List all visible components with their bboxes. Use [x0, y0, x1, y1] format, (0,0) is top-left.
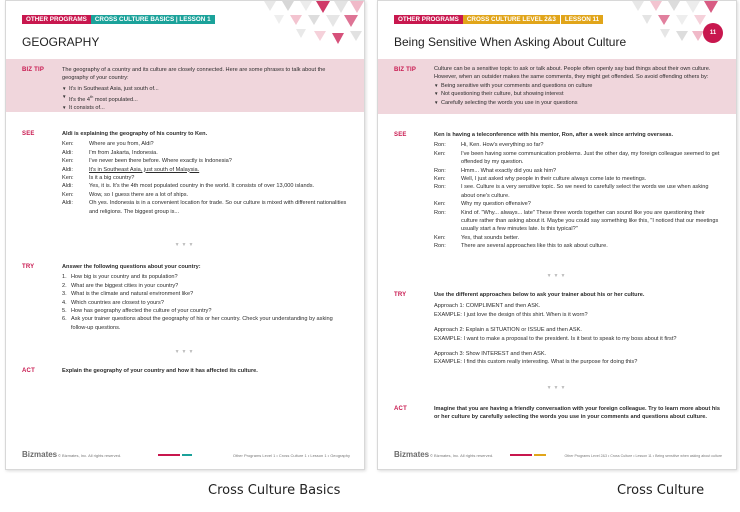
speaker: Ken:	[62, 191, 74, 198]
line-text: Hmm... What exactly did you ask him?	[461, 167, 557, 174]
list-item: 6. Ask your trainer questions about the geography of his or her country. Check your understanding by asking follow-up questions.	[62, 316, 333, 331]
list-item: ▼ It's in Southeast Asia, just south of...	[62, 85, 350, 93]
dialogue-line	[434, 242, 722, 250]
dialogue-line	[62, 166, 350, 174]
footer-accent-bar	[510, 454, 532, 456]
dialogue-line	[62, 149, 350, 157]
dialogue-line	[434, 167, 722, 175]
biz-tip-body	[62, 66, 350, 113]
line-text: Yes, that sounds better.	[461, 234, 520, 241]
list-item: ▼ It's the 4th most populated...	[62, 93, 350, 104]
program-tag: OTHER PROGRAMS	[22, 15, 91, 24]
approach-block	[434, 326, 722, 343]
footer-accent-bar	[158, 454, 180, 456]
line-text: There are several approaches like this to ask about culture.	[461, 243, 608, 250]
line-text: I've been having some communication problems. Just the other day, my foreign colleague seemed to get offended by my question.	[461, 150, 720, 166]
list-item: ▼ Carefully selecting the words you use in your questions	[434, 99, 722, 107]
dialogue-line	[62, 174, 350, 182]
see-intro: Aldi is explaining the geography of his country to Ken.	[62, 131, 208, 137]
try-intro: Use the different approaches below to ask your trainer about his or her culture.	[434, 292, 645, 298]
footer-accent-bar	[534, 454, 546, 456]
line-text: Why my question offensive?	[461, 201, 531, 208]
speaker: Ken:	[434, 176, 446, 183]
list-item: 2. What are the biggest cities in your country?	[62, 282, 179, 289]
speaker: Ron:	[434, 243, 446, 250]
lesson-tag-bar	[394, 15, 603, 24]
line-text: Well, I just asked why people in their culture always come late to meetings.	[461, 176, 647, 183]
page-number-badge: 11	[703, 23, 723, 43]
see-label: SEE	[394, 132, 407, 138]
lesson-page-cross-culture	[377, 0, 737, 470]
dialogue-line	[62, 199, 350, 216]
caption-cross-culture: Cross Culture	[617, 483, 705, 498]
page-footer	[22, 447, 350, 459]
section-divider: ▼▼▼	[546, 273, 568, 279]
program-tag: OTHER PROGRAMS	[394, 15, 463, 24]
footer-accent-bar	[182, 454, 192, 456]
speaker: Ken:	[434, 234, 446, 241]
try-intro: Answer the following questions about your country:	[62, 264, 201, 270]
list-item: ▼ Not questioning their culture, but showing interest	[434, 90, 722, 98]
decorative-triangles-icon	[204, 1, 364, 61]
page-footer	[394, 447, 722, 459]
lesson-tag-bar	[22, 15, 215, 24]
biz-tip-bullets	[434, 82, 722, 107]
see-label: SEE	[22, 131, 35, 137]
speaker: Ken:	[434, 150, 446, 157]
speaker: Aldi:	[62, 183, 73, 190]
dialogue-line	[434, 200, 722, 208]
speaker: Ken:	[62, 175, 74, 182]
approach-example: EXAMPLE: I find this custom really interesting. What is the purpose for doing this?	[434, 359, 638, 366]
footer-lesson-info: Other Programs Level 1 • Cross Culture 1 • Lesson 1 • Geography	[232, 453, 350, 458]
biz-tip-text: Culture can be a sensitive topic to ask or talk about. People often openly say bad things about their own culture. However, when an outsider makes the same comments, they might get offended. So avoid offending others by:	[434, 66, 711, 81]
try-body	[434, 291, 722, 367]
approach-block	[434, 302, 722, 319]
approach-block	[434, 350, 722, 367]
dialogue-line	[62, 157, 350, 165]
line-text: I've never been there before. Where exactly is Indonesia?	[89, 158, 232, 165]
try-questions	[62, 273, 350, 332]
dialogue-line	[434, 183, 722, 200]
try-body	[62, 263, 350, 332]
dialogue-line	[434, 234, 722, 242]
approach-title: Approach 2: Explain a SITUATION or ISSUE and then ASK.	[434, 327, 582, 334]
dialogue-line	[434, 141, 722, 149]
section-divider: ▼▼▼	[174, 349, 196, 355]
approach-title: Approach 1: COMPLIMENT and then ASK.	[434, 303, 541, 310]
course-tag: CROSS CULTURE BASICS | LESSON 1	[91, 15, 215, 24]
dialogue-line	[434, 209, 722, 234]
speaker: Ken:	[62, 141, 74, 148]
see-dialogue	[62, 130, 350, 216]
speaker: Aldi:	[62, 149, 73, 156]
bizmates-logo: Bizmates	[394, 450, 430, 459]
caption-cross-culture-basics: Cross Culture Basics	[208, 483, 341, 498]
see-dialogue	[434, 131, 722, 251]
line-text: Kind of. "Why... always... late" These three words together can sound like you are questioning their culture rather than asking about it. Maybe you could say something like this, "I noticed that our meetings usually start a few minutes late. Is this typical?"	[461, 209, 719, 233]
line-text: Is it a big country?	[89, 175, 135, 182]
dialogue-line	[434, 175, 722, 183]
speaker: Ken:	[434, 201, 446, 208]
line-text: Hi, Ken. How's everything so far?	[461, 142, 544, 149]
dialogue-line	[62, 182, 350, 190]
speaker: Ron:	[434, 209, 446, 216]
dialogue-line	[62, 191, 350, 199]
speaker: Ron:	[434, 167, 446, 174]
try-label: TRY	[394, 292, 407, 298]
line-text: I see. Culture is a very sensitive topic. So we need to carefully select the words we use when asking about one's culture.	[461, 184, 709, 199]
page-title: Being Sensitive When Asking About Culture	[394, 35, 627, 49]
biz-tip-bullets	[62, 85, 350, 113]
copyright: © Bizmates, Inc. All rights reserved.	[430, 453, 494, 458]
line-text: It's in Southeast Asia, just south of Malaysia.	[89, 166, 200, 173]
speaker: Ken:	[62, 158, 74, 165]
approach-example: EXAMPLE: I just love the design of this shirt. When is it worn?	[434, 311, 588, 318]
page-title: GEOGRAPHY	[22, 35, 100, 49]
lesson-tag: LESSON 11	[560, 15, 603, 24]
dialogue-line	[434, 150, 722, 167]
line-text: Yes, it is. It's the 4th most populated country in the world. It consists of over 13,000 islands.	[89, 183, 315, 190]
list-item: 5. How has geography affected the culture of your country?	[62, 308, 212, 315]
try-label: TRY	[22, 264, 35, 270]
bizmates-logo: Bizmates	[22, 450, 58, 459]
speaker: Ron:	[434, 142, 446, 149]
dialogue-line	[62, 140, 350, 148]
list-item: 1. How big is your country and its population?	[62, 274, 178, 281]
approach-title: Approach 3: Show INTEREST and then ASK.	[434, 351, 547, 358]
section-divider: ▼▼▼	[546, 385, 568, 391]
list-item: ▼ Being sensitive with your comments and questions on culture	[434, 82, 722, 90]
biz-tip-text: The geography of a country and its culture are closely connected. Here are some phrases to talk about the geography of your country:	[62, 67, 326, 82]
biz-tip-label: BIZ TIP	[22, 67, 45, 73]
act-text: Explain the geography of your country and how it has affected its culture.	[62, 368, 258, 374]
biz-tip-body	[434, 65, 722, 107]
approach-example: EXAMPLE: I want to make a proposal to the president. Is it best to speak to my boss about it first?	[434, 335, 677, 342]
line-text: Where are you from, Aldi?	[89, 141, 154, 148]
act-label: ACT	[394, 406, 407, 412]
list-item: 4. Which countries are closest to yours?	[62, 299, 164, 306]
lesson-page-cross-culture-basics	[5, 0, 365, 470]
section-divider: ▼▼▼	[174, 242, 196, 248]
line-text: Oh yes. Indonesia is in a convenient location for trade. So our culture is mixed with different nationalities and religions. The biggest group is...	[89, 200, 347, 215]
see-intro: Ken is having a teleconference with his mentor, Ron, after a week since arriving overseas.	[434, 132, 674, 138]
footer-lesson-info: Other Programs Level 2&3 • Cross Culture • Lesson 11 • Being sensitive when asking about culture	[564, 454, 722, 458]
copyright: © Bizmates, Inc. All rights reserved.	[58, 453, 122, 458]
biz-tip-label: BIZ TIP	[394, 67, 417, 73]
list-item: 3. What is the climate and natural environment like?	[62, 291, 194, 298]
speaker: Aldi:	[62, 166, 73, 173]
speaker: Aldi:	[62, 200, 73, 207]
act-label: ACT	[22, 368, 35, 374]
act-text: Imagine that you are having a friendly conversation with your foreign colleague. Try to learn more about his or her culture by carefully selecting the words you use in your comments and questions about culture.	[434, 406, 720, 421]
list-item: ▼ It consists of...	[62, 104, 350, 112]
course-tag: CROSS CULTURE LEVEL 2&3	[463, 15, 560, 24]
speaker: Ron:	[434, 184, 446, 191]
line-text: I'm from Jakarta, Indonesia.	[89, 149, 158, 156]
line-text: Wow, so I guess there are a lot of ships.	[89, 191, 189, 198]
